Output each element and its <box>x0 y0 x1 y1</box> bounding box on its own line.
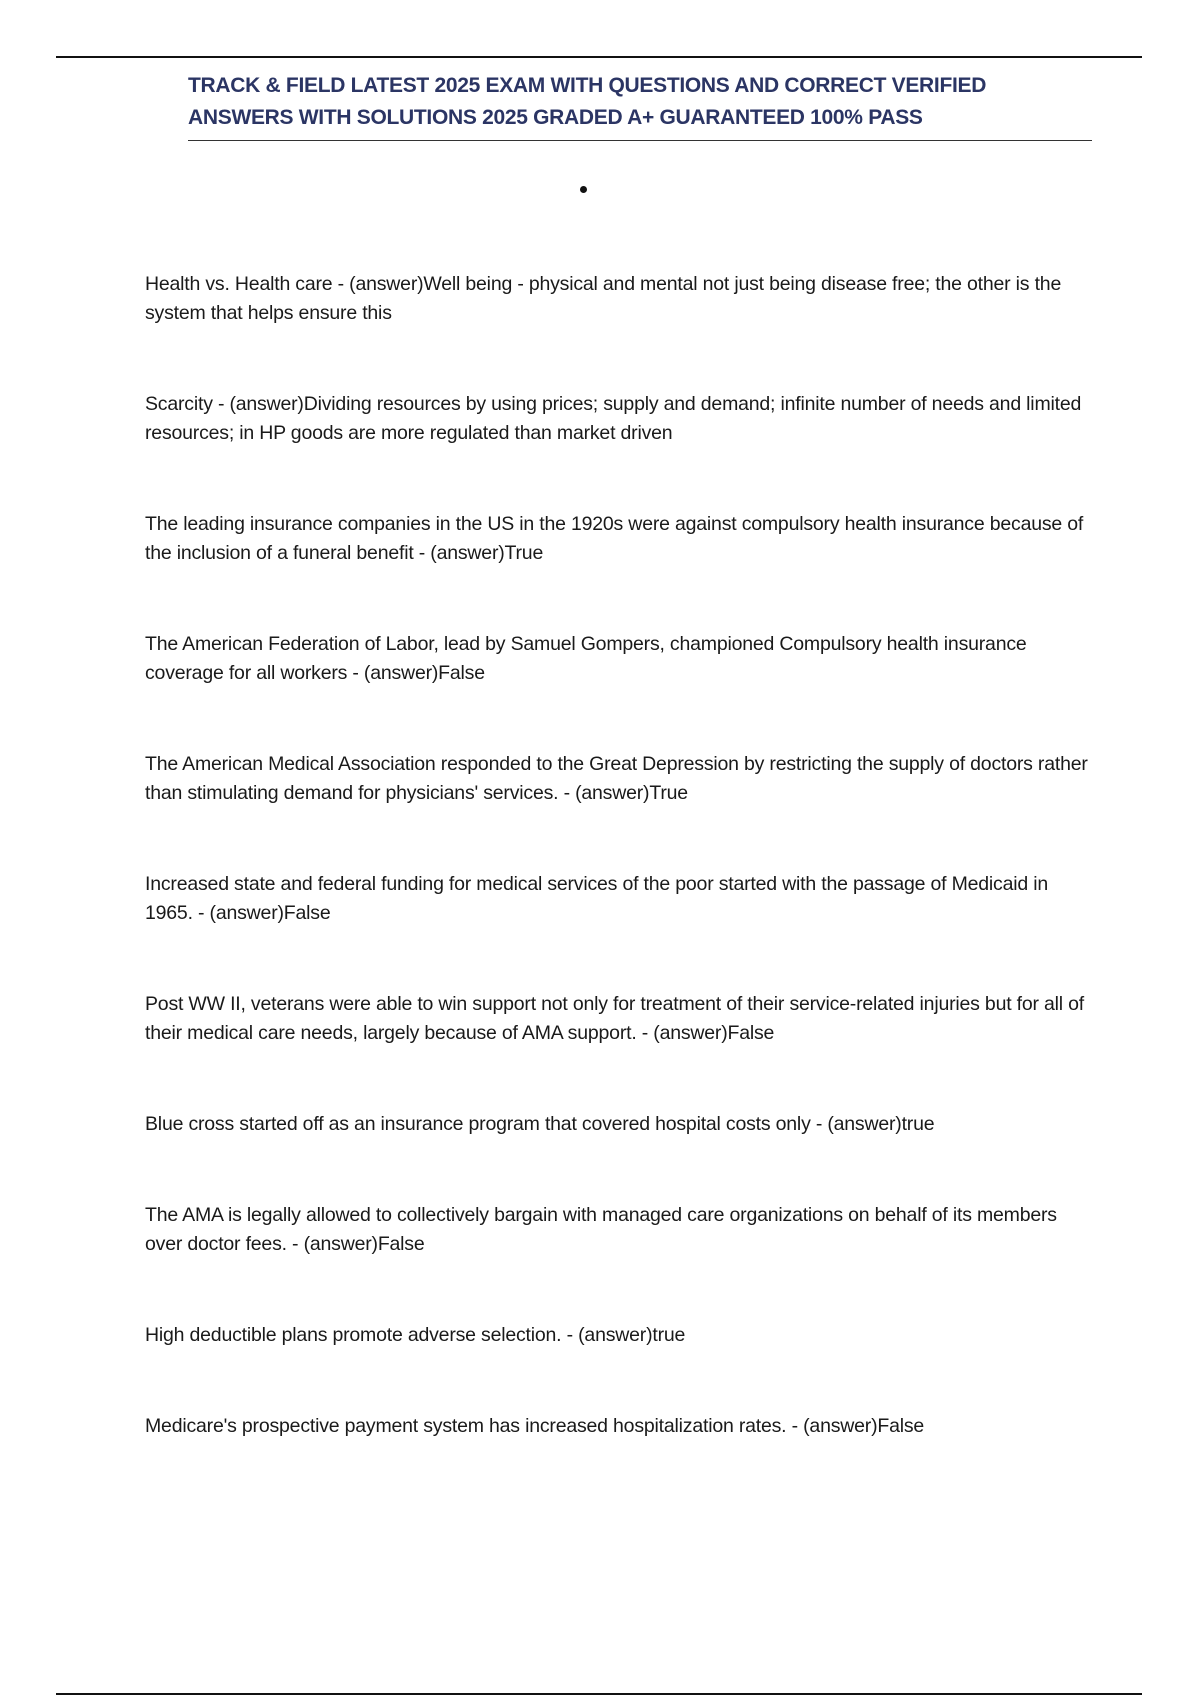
top-rule <box>56 56 1142 58</box>
document-title-line-1: TRACK & FIELD LATEST 2025 EXAM WITH QUESTIONS AND CORRECT VERIFIED <box>188 74 987 97</box>
qa-item: Scarcity - (answer)Dividing resources by using prices; supply and demand; infinite number of needs and limited resources; in HP goods are more regulated than market driven <box>145 393 1082 444</box>
bottom-rule <box>56 1693 1142 1695</box>
document-title-line-2: ANSWERS WITH SOLUTIONS 2025 GRADED A+ GUARANTEED 100% PASS <box>188 106 923 129</box>
qa-item: Health vs. Health care - (answer)Well being - physical and mental not just being disease free; the other is the system that helps ensure this <box>145 273 1062 324</box>
bullet-dot <box>580 186 587 193</box>
qa-item: Medicare's prospective payment system has increased hospitalization rates. - (answer)False <box>145 1415 925 1437</box>
document-header <box>188 70 1092 141</box>
qa-item: The AMA is legally allowed to collectively bargain with managed care organizations on behalf of its members over doctor fees. - (answer)False <box>145 1204 1057 1255</box>
qa-item: Blue cross started off as an insurance program that covered hospital costs only - (answer)true <box>145 1113 935 1135</box>
qa-item: High deductible plans promote adverse selection. - (answer)true <box>145 1324 686 1346</box>
qa-item: The leading insurance companies in the US in the 1920s were against compulsory health insurance because of the inclusion of a funeral benefit - (answer)True <box>145 513 1084 564</box>
qa-item: The American Medical Association responded to the Great Depression by restricting the supply of doctors rather than stimulating demand for physicians' services. - (answer)True <box>145 753 1088 804</box>
qa-list <box>145 270 1095 1503</box>
qa-item: Increased state and federal funding for medical services of the poor started with the passage of Medicaid in 1965. - (answer)False <box>145 873 1049 924</box>
qa-item: Post WW II, veterans were able to win support not only for treatment of their service-related injuries but for all of their medical care needs, largely because of AMA support. - (answer)False <box>145 993 1085 1044</box>
qa-item: The American Federation of Labor, lead by Samuel Gompers, championed Compulsory health insurance coverage for all workers - (answer)False <box>145 633 1027 684</box>
document-title <box>188 70 1092 134</box>
